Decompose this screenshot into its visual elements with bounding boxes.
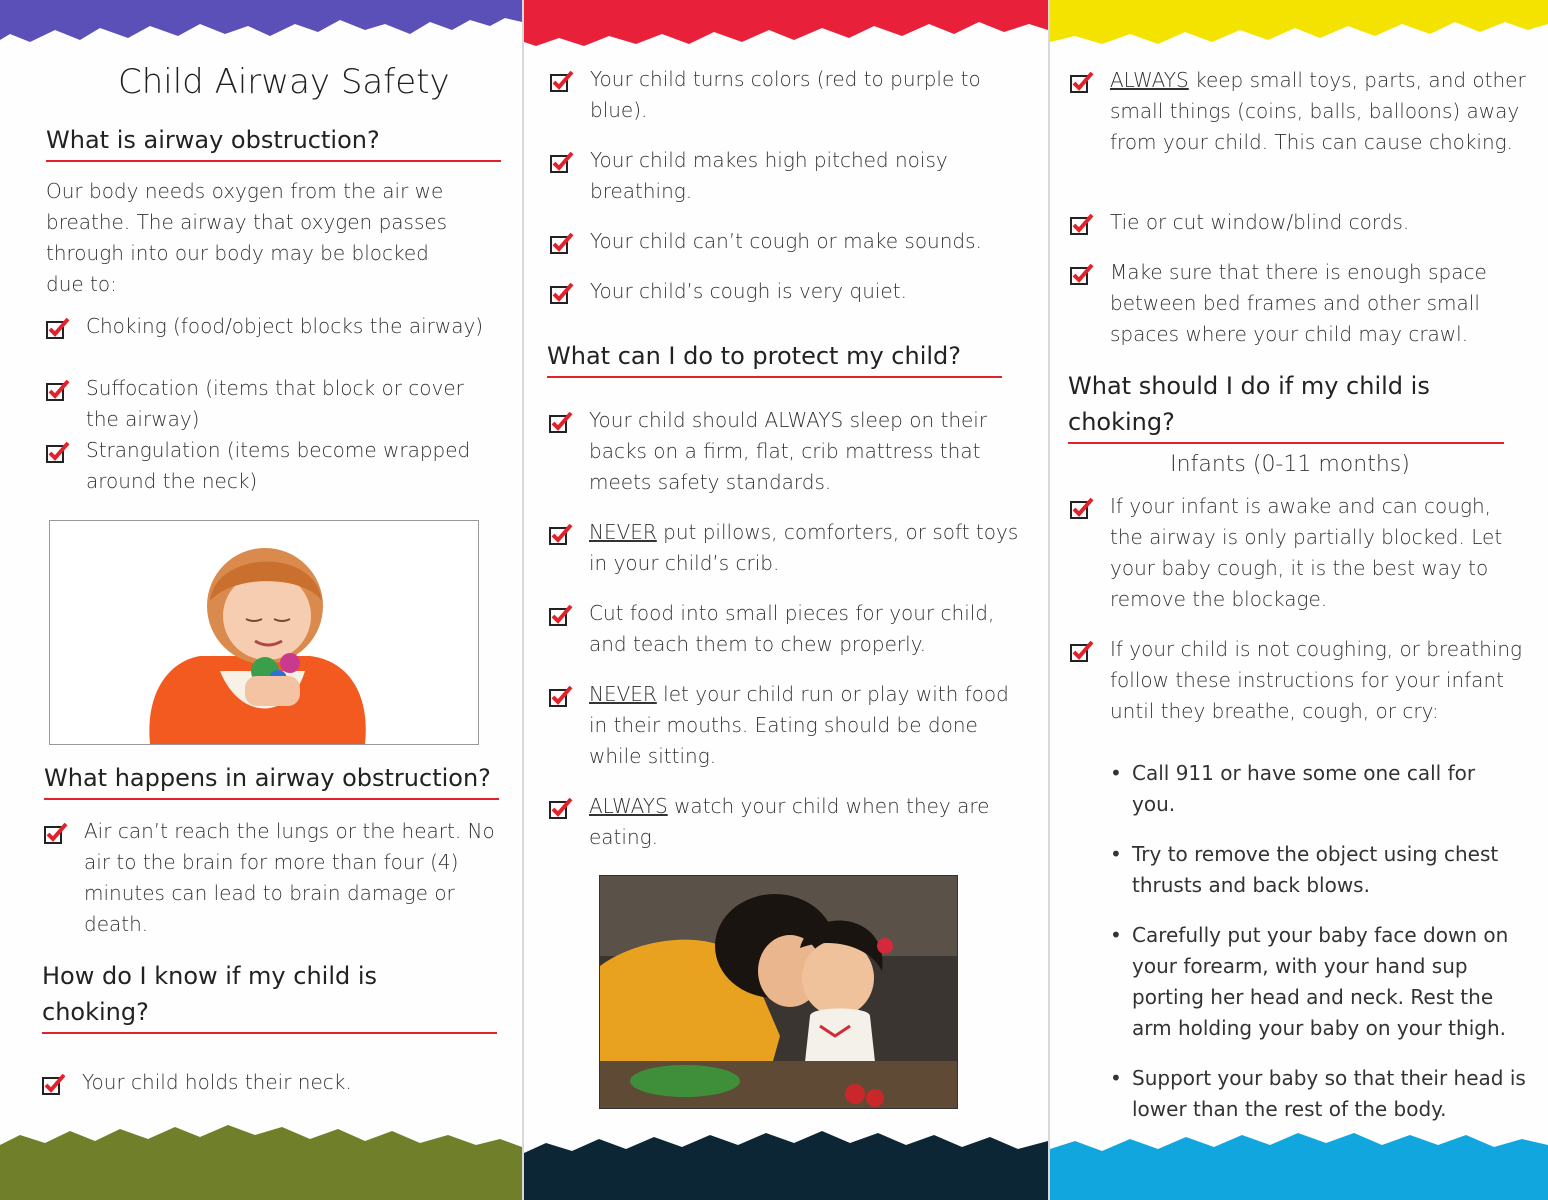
step-text: Carefully put your baby face down on your forearm, with your hand sup porting her head and neck. Rest the arm holding your baby on your thigh. xyxy=(1132,923,1509,1040)
prevent-item xyxy=(1070,257,1530,350)
left-panel xyxy=(0,0,522,1200)
prevent-text: keep small toys, parts, and other small things (coins, balls, balloons) away from your child. This can cause choking. xyxy=(1110,68,1526,154)
checkbox-check-icon xyxy=(1070,497,1094,519)
sign-text: Your child holds their neck. xyxy=(82,1070,352,1094)
heading-protect xyxy=(547,338,1002,378)
top-band-yellow xyxy=(1050,0,1548,60)
checkbox-check-icon xyxy=(46,379,70,401)
heading-what-happens xyxy=(44,760,499,800)
emphasis-never: NEVER xyxy=(589,520,657,544)
protect-text: put pillows, comforters, or soft toys in your child’s crib. xyxy=(589,520,1019,575)
sign-item xyxy=(42,1067,502,1098)
protect-text: Cut food into small pieces for your child, and teach them to chew properly. xyxy=(589,601,995,656)
checkbox-check-icon xyxy=(549,797,573,819)
happens-text: Air can’t reach the lungs or the heart. No air to the brain for more than four (4) minutes can lead to brain damage or death. xyxy=(84,819,495,936)
sign-text: Your child’s cough is very quiet. xyxy=(590,279,907,303)
sign-text: Your child makes high pitched noisy breathing. xyxy=(590,148,948,203)
checkbox-check-icon xyxy=(550,70,574,92)
cause-item xyxy=(46,435,506,497)
sign-item xyxy=(550,64,990,126)
sign-text: Your child turns colors (red to purple to blue). xyxy=(590,67,981,122)
bullet-icon: • xyxy=(1110,761,1122,785)
heading-text: How do I know if my child is choking? xyxy=(42,962,378,1026)
happens-item xyxy=(44,816,504,940)
bullet-icon: • xyxy=(1110,1066,1122,1090)
prevent-text: Make sure that there is enough space between bed frames and other small spaces where your child may crawl. xyxy=(1110,260,1487,346)
step-text: Try to remove the object using chest thrusts and back blows. xyxy=(1132,842,1499,897)
protect-item xyxy=(549,791,1009,853)
bullet-icon: • xyxy=(1110,923,1122,947)
infant-item xyxy=(1070,634,1530,727)
heading-rule xyxy=(547,376,1002,378)
checkbox-check-icon xyxy=(46,441,70,463)
infants-subtitle: Infants (0-11 months) xyxy=(1170,452,1410,477)
checkbox-check-icon xyxy=(1070,213,1094,235)
cause-item xyxy=(46,373,486,435)
checkbox-check-icon xyxy=(42,1073,66,1095)
heading-text: What is airway obstruction? xyxy=(46,126,380,154)
sign-item xyxy=(550,226,1048,257)
bottom-band-olive xyxy=(0,1105,522,1200)
middle-panel xyxy=(524,0,1048,1200)
heading-airway-obstruction xyxy=(46,122,501,162)
emphasis-never: NEVER xyxy=(589,682,657,706)
top-band-purple xyxy=(0,0,522,60)
step-item xyxy=(1110,839,1512,901)
checkbox-check-icon xyxy=(550,151,574,173)
checkbox-check-icon xyxy=(549,411,573,433)
cause-text: Choking (food/object blocks the airway) xyxy=(86,314,484,338)
step-text: Support your baby so that their head is lower than the rest of the body. xyxy=(1132,1066,1526,1121)
heading-rule xyxy=(44,798,499,800)
cause-text: Suffocation (items that block or cover the airway) xyxy=(86,376,464,431)
protect-text: watch your child when they are eating. xyxy=(589,794,990,849)
checkbox-check-icon xyxy=(1070,640,1094,662)
checkbox-check-icon xyxy=(46,317,70,339)
heading-text: What can I do to protect my child? xyxy=(547,342,961,370)
protect-item xyxy=(549,405,1009,498)
infant-text: If your infant is awake and can cough, the airway is only partially blocked. Let your baby cough, it is the best way to remove the blockage. xyxy=(1110,494,1503,611)
top-band-red xyxy=(524,0,1048,60)
heading-how-do-i-know xyxy=(42,958,497,1034)
infant-item xyxy=(1070,491,1530,615)
page-title: Child Airway Safety xyxy=(118,62,450,102)
step-item xyxy=(1110,758,1492,820)
cause-item xyxy=(46,311,486,342)
bullet-icon: • xyxy=(1110,842,1122,866)
checkbox-check-icon xyxy=(1070,263,1094,285)
checkbox-check-icon xyxy=(44,822,68,844)
prevent-item xyxy=(1070,207,1530,238)
heading-text: What should I do if my child is choking? xyxy=(1068,372,1430,436)
checkbox-check-icon xyxy=(549,685,573,707)
heading-text: What happens in airway obstruction? xyxy=(44,764,491,792)
heading-rule xyxy=(42,1032,497,1034)
protect-item xyxy=(549,598,1029,660)
sign-item xyxy=(550,145,990,207)
cause-text: Strangulation (items become wrapped around the neck) xyxy=(86,438,471,493)
right-panel xyxy=(1050,0,1548,1200)
step-item xyxy=(1110,920,1532,1044)
bottom-band-navy xyxy=(524,1105,1048,1200)
sign-item xyxy=(550,276,1048,307)
checkbox-check-icon xyxy=(550,282,574,304)
intro-paragraph: Our body needs oxygen from the air we breathe. The airway that oxygen passes through into our body may be blocked due to: xyxy=(46,179,448,296)
mother-and-daughter-photo xyxy=(599,875,958,1109)
heading-rule xyxy=(46,160,501,162)
protect-item xyxy=(549,517,1029,579)
checkbox-check-icon xyxy=(549,523,573,545)
step-text: Call 911 or have some one call for you. xyxy=(1132,761,1476,816)
heading-rule xyxy=(1068,442,1504,444)
bottom-band-blue xyxy=(1050,1105,1548,1200)
prevent-text: Tie or cut window/blind cords. xyxy=(1110,210,1410,234)
sign-text: Your child can’t cough or make sounds. xyxy=(590,229,982,253)
protect-text: Your child should ALWAYS sleep on their backs on a firm, flat, crib mattress that meets safety standards. xyxy=(589,408,988,494)
infant-text: If your child is not coughing, or breathing follow these instructions for your infant until they breathe, cough, or cry: xyxy=(1110,637,1523,723)
emphasis-always: ALWAYS xyxy=(589,794,668,818)
checkbox-check-icon xyxy=(1070,71,1094,93)
protect-item xyxy=(549,679,1029,772)
girl-with-candy-photo xyxy=(49,520,479,745)
checkbox-check-icon xyxy=(550,232,574,254)
heading-what-to-do xyxy=(1068,368,1504,444)
protect-text: let your child run or play with food in their mouths. Eating should be done while sitting. xyxy=(589,682,1009,768)
prevent-item xyxy=(1070,65,1530,158)
emphasis-always: ALWAYS xyxy=(1110,68,1189,92)
checkbox-check-icon xyxy=(549,604,573,626)
